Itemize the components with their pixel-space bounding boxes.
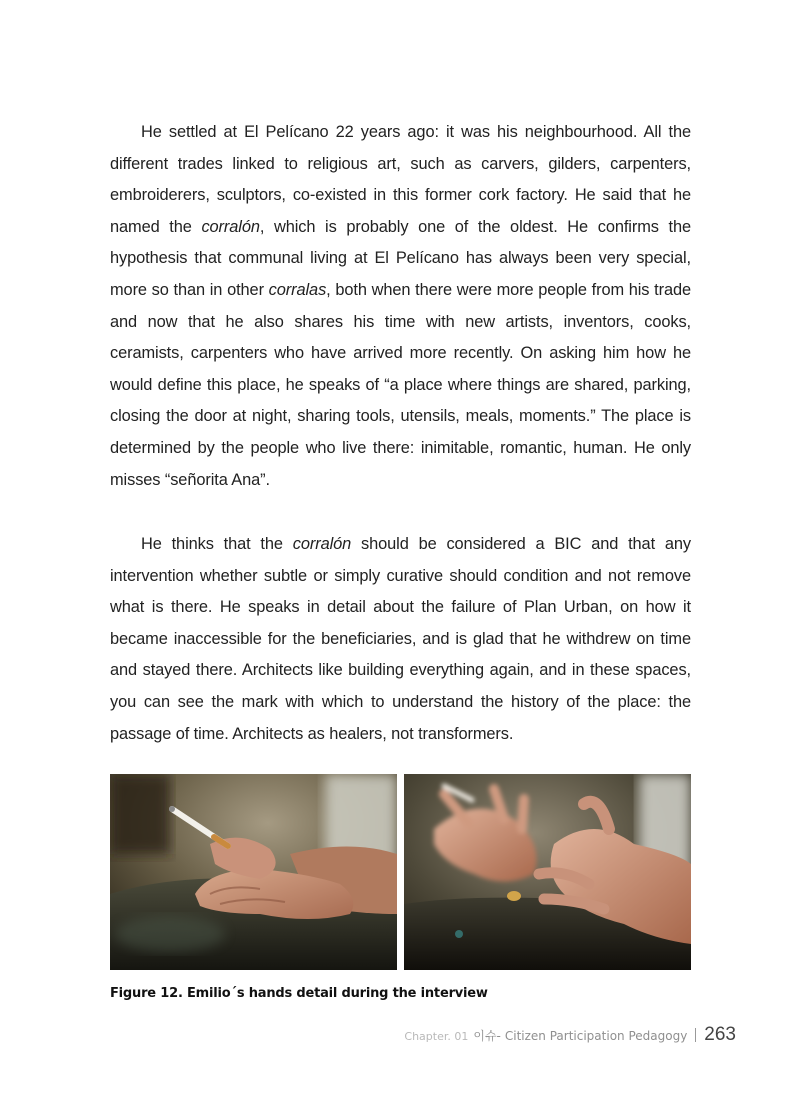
text-run: should be considered a BIC and that any intervention whether subtle or simply curative should condition and not remove what is there. He speaks in detail about the failure of Plan Urban, on how it became inaccessible for the beneficiaries, and is glad that he withdrew on time and stayed there. Architects like building everything again, and in these spaces, you can see the mark with which to understand the history of the place: the passage of time. Architects as healers, not transformers. (110, 535, 691, 743)
page-number: 263 (704, 1024, 736, 1045)
hands-with-cigarette-photo (110, 774, 397, 970)
text-run: , both when there were more people from his trade and now that he also shares his time with new artists, inventors, cooks, ceramists, carpenters who have arrived more recently. On asking him how he would define this place, he speaks of “a place where things are shared, parking, closing the door at night, sharing tools, utensils, meals, moments.” The place is determined by the people who live there: inimitable, romantic, human. He only misses “señorita Ana”. (110, 280, 691, 489)
figure-caption: Figure 12. Emilio´s hands detail during the interview (110, 986, 488, 1001)
paragraph-text (110, 529, 691, 750)
italic-term: corralas (268, 280, 327, 299)
italic-term: corralón (201, 217, 260, 236)
text-run: , which is probably one of the oldest. He confirms the hypothesis that communal living at El Pelícano has always been very special, more so than in other (110, 217, 691, 299)
text-run: He thinks that the (141, 535, 293, 553)
body-paragraph-2 (110, 529, 691, 750)
paragraph-text (110, 117, 691, 496)
footer-korean-label: 이슈- (473, 1029, 501, 1043)
footer-title: Citizen Participation Pedagogy (504, 1029, 688, 1043)
italic-term: corralón (292, 535, 352, 553)
footer-divider (695, 1028, 696, 1042)
footer-chapter: Chapter. 01 (404, 1030, 469, 1043)
body-paragraph-1 (110, 117, 691, 496)
text-run: He settled at El Pelícano 22 years ago: it was his neighbourhood. All the different trades linked to religious art, such as carvers, gilders, carpenters, embroiderers, sculptors, co-existed in this former cork factory. He said that he named the (110, 123, 691, 236)
page-footer (404, 1024, 736, 1046)
gesturing-hands-photo (404, 774, 691, 970)
